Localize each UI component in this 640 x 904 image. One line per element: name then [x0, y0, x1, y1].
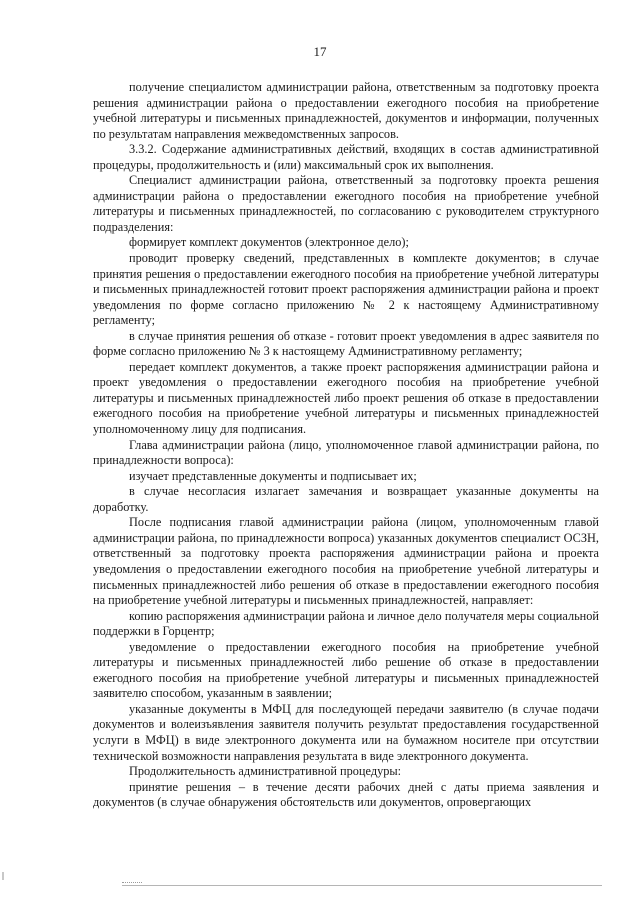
paragraph: уведомление о предоставлении ежегодного пособия на приобретение учебной литературы и письменных принадлежностей либо решение об отказе в предоставлении ежегодного пособия на приобретение учебной литературы и письменных принадлежностей заявителю способом, указанным в заявлении;: [93, 639, 599, 701]
paragraph: изучает представленные документы и подписывает их;: [129, 468, 417, 483]
paragraph: После подписания главой администрации района (лицом, уполномоченным главой администрации района, по принадлежности вопроса) указанных документов специалист ОСЗН, ответственный за подготовку проекта распоряжения администрации района и проекта уведомления о предоставлении ежегодного пособия на приобретение учебной литературы и письменных принадлежностей либо решения об отказе в предоставлении ежегодного пособия на приобретение учебной литературы и письменных принадлежностей, направляет:: [93, 515, 599, 608]
paragraph: 3.3.2. Содержание административных действий, входящих в состав административной процедуры, продолжительность и (или) максимальный срок их выполнения.: [93, 142, 599, 172]
scan-artifact: [122, 882, 142, 883]
paragraph: указанные документы в МФЦ для последующей передачи заявителю (в случае подачи документов и волеизъявления заявителя получить результат предоставления государственной услуги в МФЦ) в виде электронного документа или на бумажном носителе при отсутствии технической возможности направления результата в виде электронного документа.: [93, 701, 599, 763]
paragraph: проводит проверку сведений, представленных в комплекте документов; в случае принятия решения о предоставлении ежегодного пособия на приобретение учебной литературы и письменных принадлежностей готовит проект распоряжения администрации района и проект уведомления по форме согласно приложению № 2 к настоящему Административному регламенту;: [93, 251, 599, 328]
paragraph: формирует комплект документов (электронное дело);: [129, 235, 409, 250]
scan-edge-artifact: [2, 872, 4, 880]
paragraph: Глава администрации района (лицо, уполномоченное главой администрации района, по принадлежности вопроса):: [93, 437, 599, 468]
paragraph: принятие решения – в течение десяти рабочих дней с даты приема заявления и документов (в случае обнаружения обстоятельств или документов, опровергающих: [93, 779, 599, 810]
page-number: 17: [313, 44, 327, 59]
paragraph: Продолжительность административной процедуры:: [129, 764, 402, 779]
scan-artifact-line: [122, 885, 602, 886]
document-body: [93, 80, 599, 811]
paragraph: в случае принятия решения об отказе - готовит проект уведомления в адрес заявителя по форме согласно приложению № 3 к настоящему Административному регламенту;: [93, 328, 599, 359]
paragraph: копию распоряжения администрации района и личное дело получателя меры социальной поддержки в Горцентр;: [93, 608, 599, 639]
paragraph: получение специалистом администрации района, ответственным за подготовку проекта решения администрации района о предоставлении ежегодного пособия на приобретение учебной литературы и письменных принадлежностей, документов и информации, полученных по результатам направления межведомственных запросов.: [93, 80, 599, 141]
paragraph: в случае несогласия излагает замечания и возвращает указанные документы на доработку.: [93, 484, 599, 514]
paragraph: Специалист администрации района, ответственный за подготовку проекта решения администрации района о предоставлении ежегодного пособия на приобретение учебной литературы и письменных принадлежностей, по согласованию с руководителем структурного подразделения:: [93, 173, 599, 234]
paragraph: передает комплект документов, а также проект распоряжения администрации района и проект уведомления о предоставлении ежегодного пособия на приобретение учебной литературы и письменных принадлежностей либо проект решения об отказе в предоставлении ежегодного пособия на приобретение учебной литературы и письменных принадлежностей уполномоченному лицу для подписания.: [93, 359, 599, 437]
